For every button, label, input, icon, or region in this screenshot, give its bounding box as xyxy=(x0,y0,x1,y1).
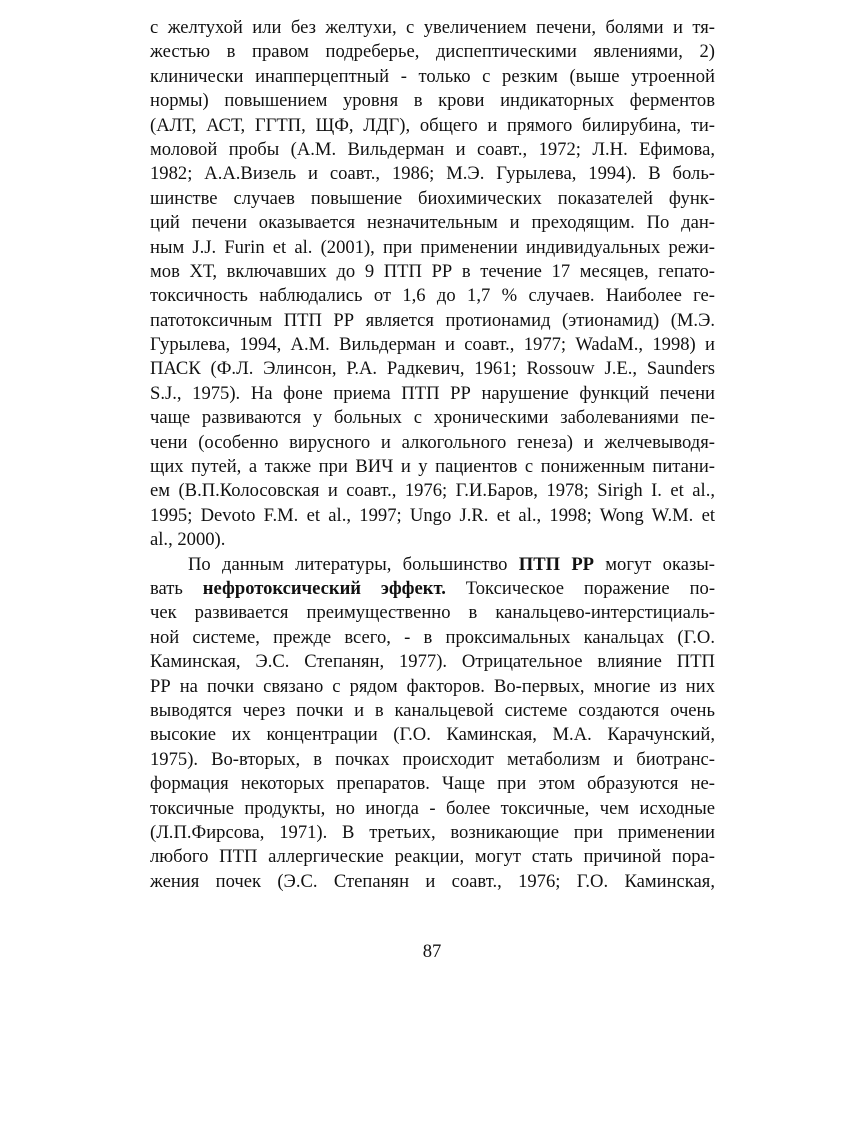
text-line: (АЛТ, АСТ, ГГТП, ЩФ, ЛДГ), общего и прямого билирубина, ти- xyxy=(150,114,715,136)
text-line: выводятся через почки и в канальцевой системе создаются очень xyxy=(150,699,715,721)
paragraph-1 xyxy=(150,16,715,553)
text-line: ем (В.П.Колосовская и соавт., 1976; Г.И.Баров, 1978; Sirigh I. et al., xyxy=(150,480,715,502)
text-line: ций печени оказывается незначительным и преходящим. По дан- xyxy=(150,212,715,234)
text-line: Каминская, Э.С. Степанян, 1977). Отрицательное влияние ПТП xyxy=(150,651,715,673)
text-line: РР на почки связано с рядом факторов. Во-первых, многие из них xyxy=(150,675,715,697)
text-line: моловой пробы (А.М. Вильдерман и соавт., 1972; Л.Н. Ефимова, xyxy=(150,138,715,160)
text-line: любого ПТП аллергические реакции, могут стать причиной пора- xyxy=(150,846,715,868)
bold-term: нефротоксический эффект. xyxy=(202,577,446,599)
text-line xyxy=(150,577,715,601)
text-line: чени (особенно вирусного и алкогольного генеза) и желчевыводя- xyxy=(150,431,715,453)
page-number: 87 xyxy=(422,941,442,962)
text-line: мов ХТ, включавших до 9 ПТП РР в течение 17 месяцев, гепато- xyxy=(150,260,715,282)
document-page xyxy=(150,16,715,894)
text-line: шинстве случаев повышение биохимических показателей функ- xyxy=(150,187,715,209)
text-line: клинически инапперцептный - только с резким (выше утроенной xyxy=(150,65,715,87)
text-line: 1982; А.А.Визель и соавт., 1986; М.Э. Гурылева, 1994). В боль- xyxy=(150,163,715,185)
text-line: ной системе, прежде всего, - в проксимальных канальцах (Г.О. xyxy=(150,626,715,648)
text-segment: вать xyxy=(150,577,203,599)
text-line: чек развивается преимущественно в канальцево-интерстициаль- xyxy=(150,602,715,624)
text-segment: могут оказы- xyxy=(594,553,715,575)
text-line: щих путей, а также при ВИЧ и у пациентов с пониженным питани- xyxy=(150,456,715,478)
text-line: токсичность наблюдались от 1,6 до 1,7 % случаев. Наиболее ге- xyxy=(150,285,715,307)
text-line: 1975). Во-вторых, в почках происходит метаболизм и биотранс- xyxy=(150,748,715,770)
text-line: чаще развиваются у больных с хроническими заболеваниями пе- xyxy=(150,407,715,429)
text-line: (Л.П.Фирсова, 1971). В третьих, возникающие при применении xyxy=(150,821,715,843)
text-segment: По данным литературы, большинство xyxy=(188,553,519,575)
text-line: ным J.J. Furin et al. (2001), при применении индивидуальных режи- xyxy=(150,236,715,258)
text-line xyxy=(150,553,715,577)
text-segment: Токсическое поражение по- xyxy=(445,577,716,599)
text-line: высокие их концентрации (Г.О. Каминская, М.А. Карачунский, xyxy=(150,724,715,746)
text-line: ПАСК (Ф.Л. Элинсон, Р.А. Радкевич, 1961; Rossouw J.E., Saunders xyxy=(150,358,715,380)
text-line: формация некоторых препаратов. Чаще при этом образуются не- xyxy=(150,773,715,795)
bold-term: ПТП РР xyxy=(518,553,595,575)
text-line: 1995; Devoto F.M. et al., 1997; Ungo J.R. et al., 1998; Wong W.M. et xyxy=(150,504,715,526)
text-line: нормы) повышением уровня в крови индикаторных ферментов xyxy=(150,90,715,112)
text-line: al., 2000). xyxy=(150,529,226,551)
text-line: с желтухой или без желтухи, с увеличением печени, болями и тя- xyxy=(150,17,715,38)
text-line: токсичные продукты, но иногда - более токсичные, чем исходные xyxy=(150,797,715,819)
text-line: патотоксичным ПТП РР является протионамид (этионамид) (М.Э. xyxy=(150,309,715,331)
paragraph-2 xyxy=(150,553,715,894)
text-line: Гурылева, 1994, А.М. Вильдерман и соавт., 1977; WadaM., 1998) и xyxy=(150,334,715,356)
text-line: жения почек (Э.С. Степанян и соавт., 1976; Г.О. Каминская, xyxy=(150,870,715,892)
text-line: жестью в правом подреберье, диспептическими явлениями, 2) xyxy=(150,41,715,63)
text-line: S.J., 1975). На фоне приема ПТП РР нарушение функций печени xyxy=(150,382,715,404)
